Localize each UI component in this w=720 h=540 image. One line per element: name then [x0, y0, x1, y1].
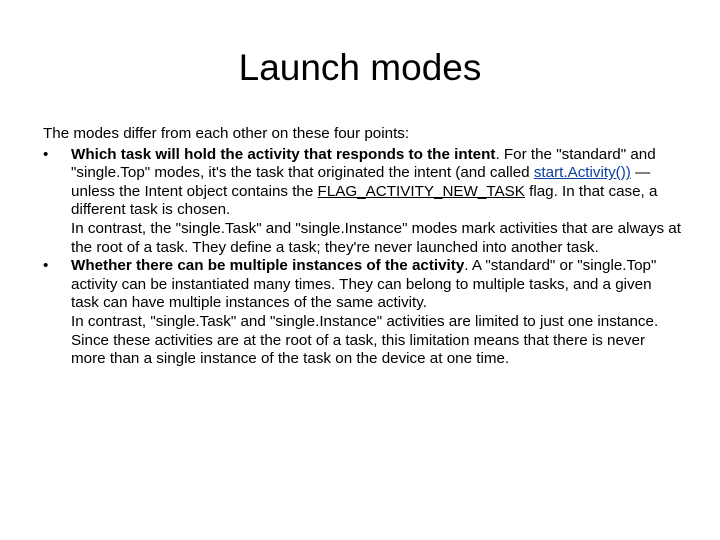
bullet-icon: • [43, 145, 49, 163]
point-contrast-paragraph: In contrast, the "single.Task" and "single.Instance" modes mark activities that are always at the root of a task. They define a task; they're never launched into another task. [71, 219, 681, 256]
point-paragraph [71, 257, 683, 313]
point-text: flag. In that case, a different task is chosen. [71, 182, 658, 219]
point-text: — unless the Intent object contains the [71, 164, 651, 200]
bullet-icon: • [43, 257, 49, 275]
point-multiple-instances [43, 257, 683, 369]
points-list [43, 146, 683, 369]
point-lead: Which task will hold the activity that responds to the intent [71, 145, 496, 163]
flag-constant: FLAG_ACTIVITY_NEW_TASK [317, 182, 525, 200]
slide-body [43, 125, 683, 369]
point-contrast-paragraph: In contrast, "single.Task" and "single.Instance" activities are limited to just one instance. Since these activities are at the root of a task, this limitation means that there is never more than a single instance of the task on the device at one time. [71, 312, 659, 368]
intro-text: The modes differ from each other on these four points: [43, 125, 410, 142]
point-paragraph [71, 146, 683, 220]
point-text: . A "standard" or "single.Top" activity can be instantiated many times. They can belong to multiple tasks, and a given task can have multiple instances of the same activity. [71, 257, 657, 312]
slide-title: Launch modes [238, 47, 482, 88]
point-task-holding [43, 146, 683, 258]
point-text: . For the "standard" and "single.Top" modes, it's the task that originated the intent (and called [71, 145, 656, 182]
point-lead: Whether there can be multiple instances of the activity [71, 257, 465, 275]
start-activity-link[interactable]: start.Activity()) [533, 164, 631, 182]
